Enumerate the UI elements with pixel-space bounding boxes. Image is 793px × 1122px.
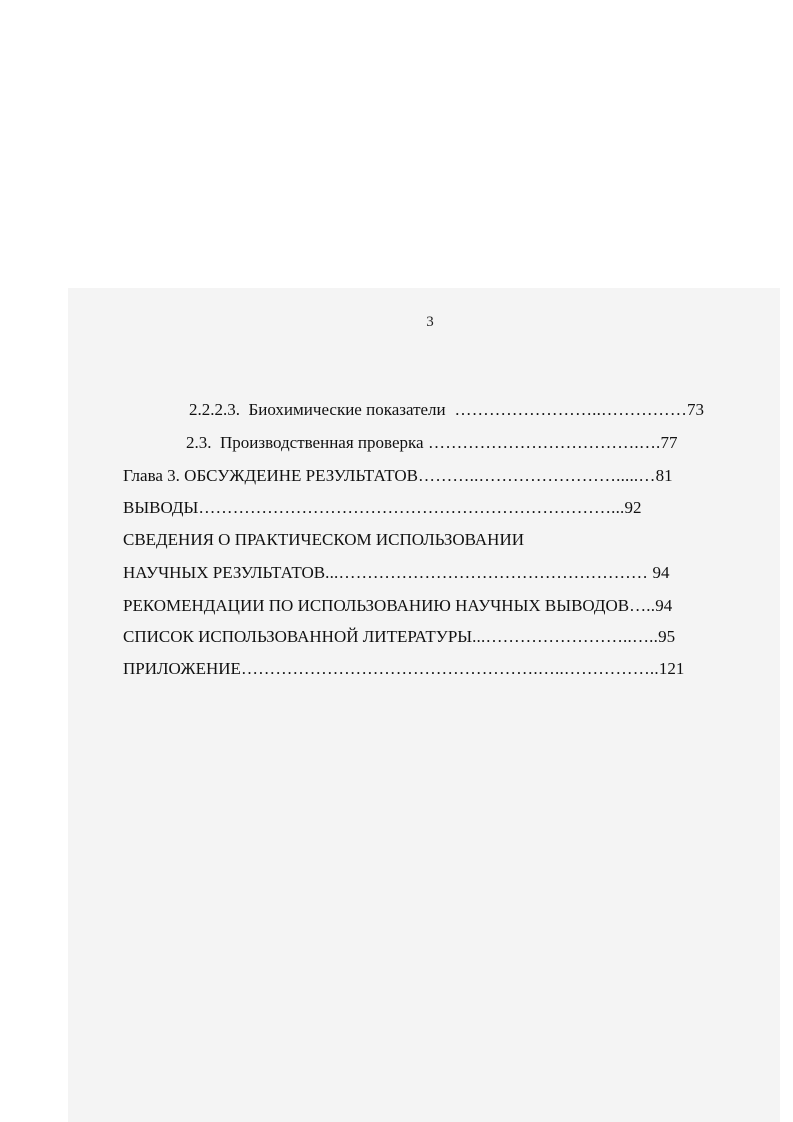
toc-entry: [123, 596, 672, 616]
toc-entry: [123, 498, 642, 518]
toc-entry: [123, 466, 673, 486]
toc-entry-page: 77: [660, 433, 678, 452]
toc-entry-dots: ……………………..……………: [445, 400, 688, 419]
toc-entry-title: ПРИЛОЖЕНИЕ: [123, 659, 241, 678]
toc-entry: [123, 627, 675, 647]
toc-entry-dots: ……………………………….….: [423, 433, 661, 452]
toc-entry: [123, 530, 524, 550]
toc-entry: [186, 433, 678, 453]
toc-entry-page: 94: [652, 563, 670, 582]
toc-entry-page: 81: [655, 466, 673, 485]
toc-entry-dots: …..: [629, 596, 656, 615]
toc-entry-number: 2.2.2.3.: [189, 400, 240, 419]
toc-entry-page: 95: [658, 627, 676, 646]
toc-entry-title: СВЕДЕНИЯ О ПРАКТИЧЕСКОМ ИСПОЛЬЗОВАНИИ: [123, 530, 525, 549]
toc-entry-dots: ………………………………………………………………...: [198, 498, 625, 517]
toc-entry-page: 94: [655, 596, 673, 615]
toc-entry-title: Биохимические показатели: [248, 400, 446, 419]
toc-entry-number: 2.3.: [186, 433, 212, 452]
toc-entry-title: НАУЧНЫХ РЕЗУЛЬТАТОВ: [123, 563, 326, 582]
toc-entry-dots: …………………………………………….…..……………..: [240, 659, 659, 678]
toc-entry-page: 92: [624, 498, 642, 517]
toc-entry: [189, 400, 704, 420]
toc-entry-title: СПИСОК ИСПОЛЬЗОВАННОЙ ЛИТЕРАТУРЫ: [123, 627, 473, 646]
toc-entry-title: Глава 3. ОБСУЖДЕИНЕ РЕЗУЛЬТАТОВ: [123, 466, 419, 485]
toc-entry-title: ВЫВОДЫ: [123, 498, 199, 517]
toc-entry-dots: ………..…………………….....…: [418, 466, 656, 485]
toc-entry-title: Производственная проверка: [220, 433, 424, 452]
toc-entry-page: 121: [658, 659, 685, 678]
toc-entry: [123, 659, 684, 679]
toc-entry-page: 73: [687, 400, 705, 419]
toc-entry-title: РЕКОМЕНДАЦИИ ПО ИСПОЛЬЗОВАНИЮ НАУЧНЫХ ВЫВОДОВ: [123, 596, 630, 615]
page-number: 3: [426, 314, 434, 330]
toc-entry-dots: ...……………………..…..: [472, 627, 659, 646]
toc-entry-dots: ...………………………………………………: [325, 563, 653, 582]
toc-entry: [123, 563, 670, 583]
